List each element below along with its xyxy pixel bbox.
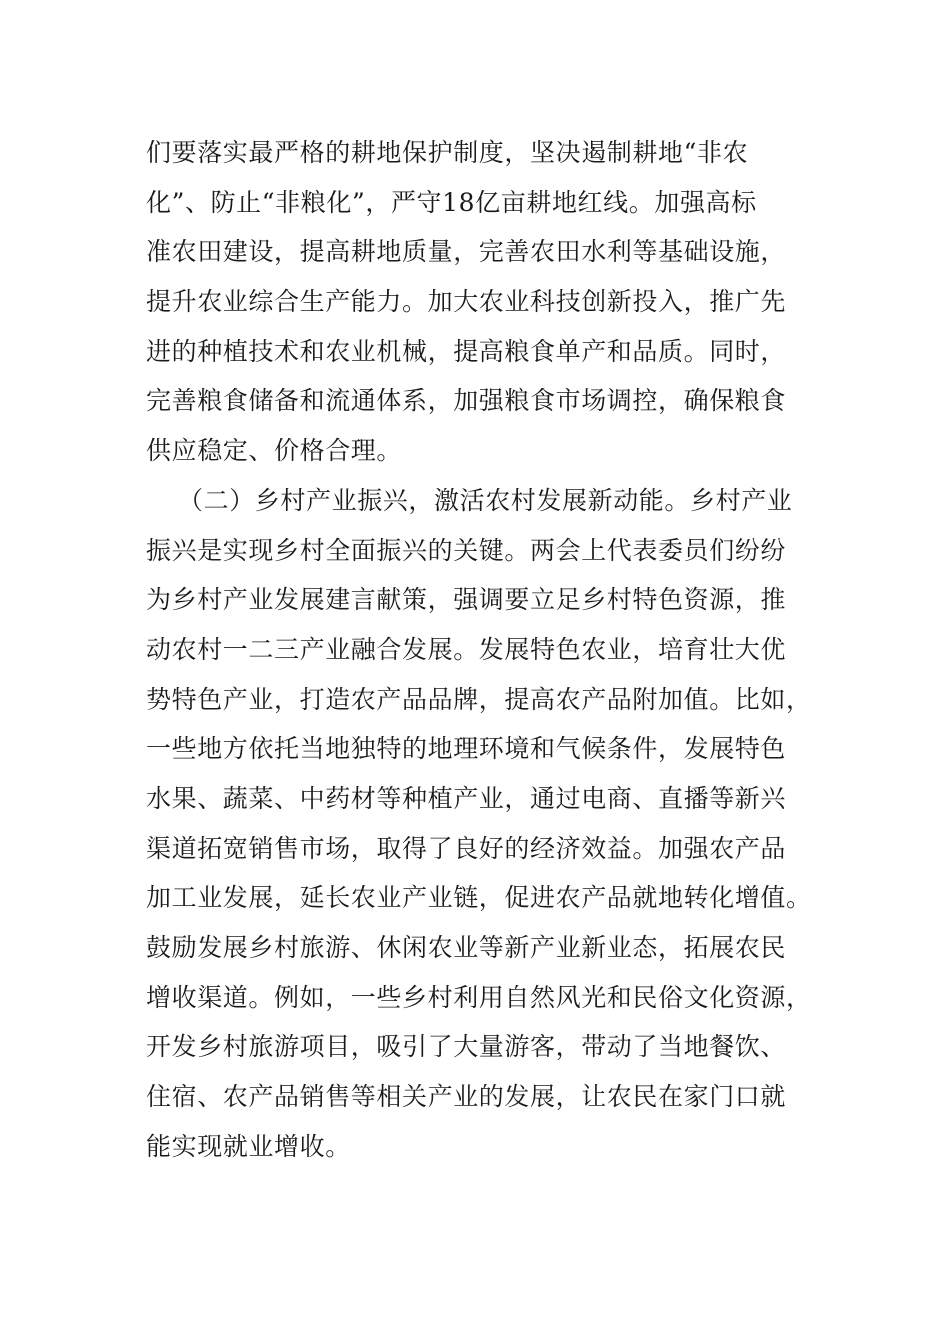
paragraph-1: [146, 128, 811, 476]
paragraph-line: 振兴是实现乡村全面振兴的关键。两会上代表委员们纷纷: [146, 535, 787, 565]
paragraph-line: 势特色产业，打造农产品品牌，提高农产品附加值。比如，: [146, 684, 812, 714]
paragraph-line: 一些地方依托当地独特的地理环境和气候条件，发展特色: [146, 734, 787, 764]
paragraph-line: 供应稳定、价格合理。: [146, 436, 403, 466]
paragraph-line: 进的种植技术和农业机械，提高粮食单产和品质。同时，: [146, 336, 787, 366]
paragraph-line: 开发乡村旅游项目，吸引了大量游客，带动了当地餐饮、: [146, 1032, 787, 1062]
paragraph-line: 增收渠道。例如，一些乡村利用自然风光和民俗文化资源，: [146, 982, 812, 1012]
paragraph-line: 为乡村产业发展建言献策，强调要立足乡村特色资源，推: [146, 585, 787, 615]
section-heading-line: （二）乡村产业振兴，激活农村发展新动能。乡村产业: [178, 485, 793, 515]
paragraph-line: 加工业发展，延长农业产业链，促进农产品就地转化增值。: [146, 883, 812, 913]
paragraph-line: 鼓励发展乡村旅游、休闲农业等新产业新业态，拓展农民: [146, 933, 787, 962]
paragraph-line: 水果、蔬菜、中药材等种植产业，通过电商、直播等新兴: [146, 783, 787, 813]
paragraph-2: [146, 476, 811, 1172]
paragraph-line: 渠道拓宽销售市场，取得了良好的经济效益。加强农产品: [146, 833, 787, 863]
document-body: [146, 128, 811, 1171]
paragraph-line: 完善粮食储备和流通体系，加强粮食市场调控，确保粮食: [146, 386, 787, 416]
paragraph-line: 提升农业综合生产能力。加大农业科技创新投入，推广先: [146, 287, 787, 317]
paragraph-line: 住宿、农产品销售等相关产业的发展，让农民在家门口就: [146, 1082, 787, 1112]
paragraph-line: 们要落实最严格的耕地保护制度，坚决遏制耕地“非农: [146, 138, 749, 167]
paragraph-line: 化”、防止“非粮化”，严守18亿亩耕地红线。加强高标: [146, 187, 757, 217]
paragraph-line: 动农村一二三产业融合发展。发展特色农业，培育壮大优: [146, 634, 787, 664]
paragraph-line: 准农田建设，提高耕地质量，完善农田水利等基础设施，: [146, 237, 787, 267]
paragraph-line: 能实现就业增收。: [146, 1131, 351, 1161]
